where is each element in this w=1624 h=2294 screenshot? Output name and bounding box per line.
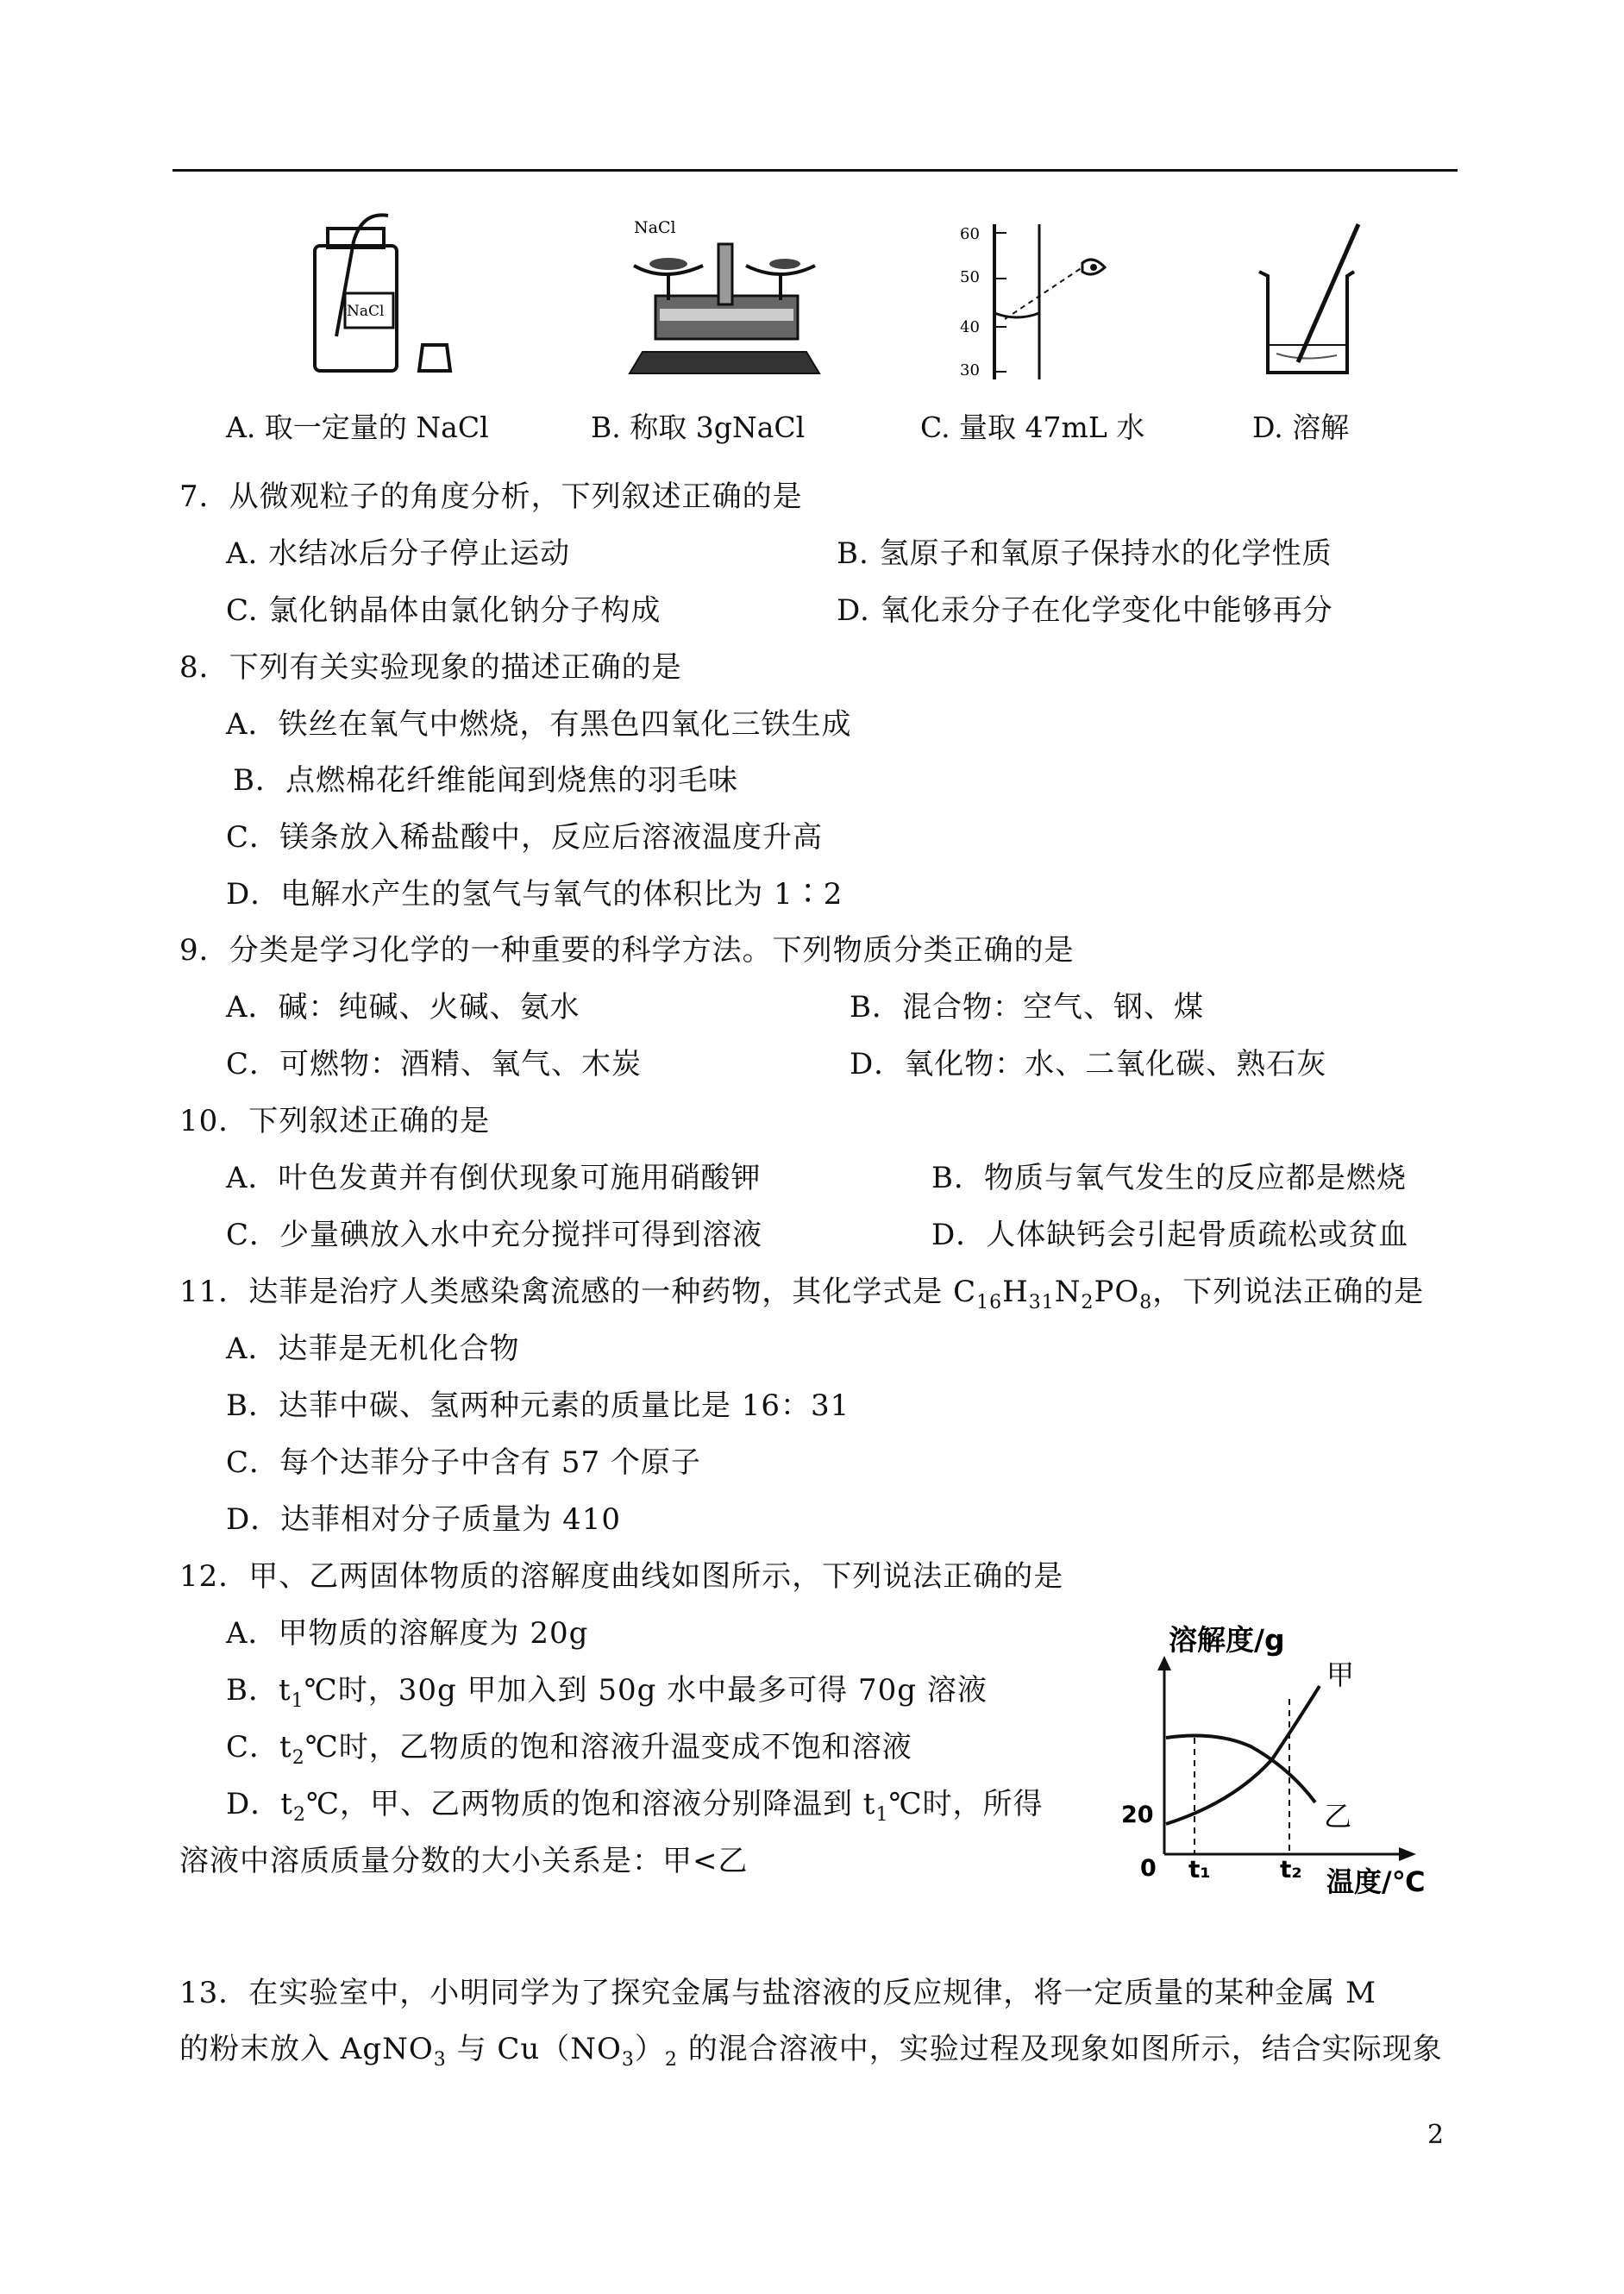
- cyl-tick-50: 50: [960, 268, 980, 286]
- q7-option-d: D. 氧化汞分子在化学变化中能够再分: [837, 593, 1333, 628]
- chart-xlabel: 温度/℃: [1326, 1865, 1426, 1898]
- caption-c: C. 量取 47mL 水: [920, 411, 1145, 444]
- q12-stem: 12．甲、乙两固体物质的溶解度曲线如图所示，下列说法正确的是: [179, 1559, 1064, 1594]
- q12-d-sub: 2: [292, 1804, 306, 1826]
- q13-line2-b: 与 Cu（NO: [446, 2032, 622, 2066]
- solubility-chart: [1104, 1617, 1466, 1902]
- q11-stem-text: 11．达菲是治疗人类感染禽流感的一种药物，其化学式是 C: [179, 1275, 977, 1309]
- q7-option-b: B. 氢原子和氧原子保持水的化学性质: [837, 536, 1332, 571]
- q12-c-sub: 2: [292, 1747, 305, 1769]
- q9-option-b: B．混合物：空气、钢、煤: [850, 990, 1204, 1025]
- q11-stem: [179, 1268, 1424, 1313]
- header-rule: [172, 169, 1458, 172]
- q11-sub-h: 31: [1028, 1292, 1055, 1313]
- q7-option-c: C. 氯化钠晶体由氯化钠分子构成: [226, 593, 662, 628]
- q12-option-b: [226, 1666, 988, 1712]
- series-jia-label: 甲: [1326, 1658, 1355, 1691]
- q8-stem: 8．下列有关实验现象的描述正确的是: [179, 650, 682, 685]
- q11-n: N: [1054, 1275, 1082, 1309]
- q9-option-c: C．可燃物：酒精、氧气、木炭: [226, 1047, 643, 1081]
- q11-h: H: [1002, 1275, 1029, 1309]
- q9-stem: 9．分类是学习化学的一种重要的科学方法。下列物质分类正确的是: [179, 933, 1075, 968]
- q12-b-sub: 1: [291, 1690, 304, 1712]
- caption-a: A. 取一定量的 NaCl: [226, 411, 489, 444]
- caption-d: D. 溶解: [1252, 411, 1350, 444]
- cyl-tick-30: 30: [960, 361, 980, 379]
- q12-b-prefix: B．t: [226, 1673, 292, 1708]
- q10-stem: 10．下列叙述正确的是: [179, 1104, 491, 1138]
- q7-stem: 7．从微观粒子的角度分析，下列叙述正确的是: [179, 479, 803, 514]
- q13-line1: 13．在实验室中，小明同学为了探究金属与盐溶液的反应规律，将一定质量的某种金属 M: [179, 1976, 1376, 2010]
- q11-sub-o: 8: [1139, 1292, 1153, 1313]
- q12-c-text: ℃时，乙物质的饱和溶液升温变成不饱和溶液: [304, 1730, 912, 1764]
- q12-c-prefix: C．t: [226, 1730, 292, 1764]
- q10-option-c: C．少量碘放入水中充分搅拌可得到溶液: [226, 1218, 763, 1252]
- q11-option-a: A．达菲是无机化合物: [226, 1332, 520, 1366]
- chart-origin: 0: [1140, 1855, 1157, 1882]
- q12-d-tail: ℃时，所得: [888, 1787, 1044, 1821]
- q12-option-d-line2: 溶液中溶质质量分数的大小关系是：甲<乙: [179, 1844, 749, 1878]
- balance-label: NaCl: [634, 218, 676, 237]
- q9-option-a: A．碱：纯碱、火碱、氨水: [226, 990, 580, 1025]
- reagent-bottle-figure: [302, 207, 457, 379]
- chart-x-arrow: [1399, 1847, 1416, 1861]
- q8-option-a: A．铁丝在氧气中燃烧，有黑色四氧化三铁生成: [226, 707, 852, 742]
- cyl-tick-40: 40: [960, 318, 980, 336]
- chart-xtick-t2: t₂: [1280, 1855, 1302, 1883]
- q8-option-c: C．镁条放入稀盐酸中，反应后溶液温度升高: [226, 820, 824, 855]
- chart-ylabel: 溶解度/g: [1169, 1623, 1285, 1657]
- q7-option-a: A. 水结冰后分子停止运动: [226, 536, 571, 571]
- q11-option-b: B．达菲中碳、氢两种元素的质量比是 16：31: [226, 1388, 850, 1423]
- q13-line2-c: ）: [634, 2032, 665, 2066]
- series-yi-curve: [1166, 1736, 1315, 1802]
- series-jia-curve: [1166, 1686, 1320, 1824]
- q12-option-a: A．甲物质的溶解度为 20g: [226, 1616, 589, 1651]
- chart-xtick-t1: t₁: [1188, 1855, 1211, 1883]
- q13-sub-2: 3: [621, 2049, 635, 2071]
- q8-option-b: B．点燃棉花纤维能闻到烧焦的羽毛味: [233, 763, 738, 798]
- q11-stem-tail: ，下列说法正确的是: [1152, 1275, 1425, 1309]
- q12-option-c: [226, 1723, 912, 1769]
- q10-option-b: B．物质与氧气发生的反应都是燃烧: [931, 1161, 1407, 1195]
- caption-b: B. 称取 3gNaCl: [591, 411, 806, 444]
- cyl-tick-60: 60: [960, 225, 980, 243]
- q13-line2-d: 的混合溶液中，实验过程及现象如图所示，结合实际现象: [677, 2032, 1443, 2066]
- q9-option-d: D．氧化物：水、二氧化碳、熟石灰: [850, 1047, 1327, 1081]
- q10-option-a: A．叶色发黄并有倒伏现象可施用硝酸钾: [226, 1161, 762, 1195]
- q12-b-text: ℃时，30g 甲加入到 50g 水中最多可得 70g 溶液: [304, 1673, 988, 1708]
- q13-sub-3: 2: [664, 2049, 678, 2071]
- graduated-cylinder-figure: [953, 220, 1117, 384]
- balance-figure: [625, 214, 824, 378]
- q12-d-prefix: D．t: [226, 1787, 293, 1821]
- chart-ytick-20: 20: [1121, 1802, 1154, 1828]
- q13-line2-a: 的粉末放入 AgNO: [179, 2032, 434, 2066]
- q10-option-d: D．人体缺钙会引起骨质疏松或贫血: [931, 1218, 1409, 1252]
- beaker-figure: [1251, 216, 1389, 379]
- q11-po: PO: [1094, 1275, 1140, 1309]
- q12-option-d: [226, 1780, 1044, 1826]
- q8-option-d: D．电解水产生的氢气与氧气的体积比为 1∶2: [226, 877, 843, 912]
- q13-sub-1: 3: [433, 2049, 447, 2071]
- chart-y-arrow: [1157, 1656, 1171, 1670]
- page-number: 2: [1427, 2120, 1445, 2150]
- q11-option-d: D．达菲相对分子质量为 410: [226, 1502, 621, 1537]
- q11-sub-n: 2: [1081, 1292, 1094, 1313]
- q13-line2: [179, 2025, 1443, 2071]
- q11-sub-c: 16: [976, 1292, 1003, 1313]
- bottle-label: NaCl: [347, 303, 385, 320]
- q11-option-c: C．每个达菲分子中含有 57 个原子: [226, 1445, 701, 1480]
- q12-d-text: ℃，甲、乙两物质的饱和溶液分别降温到 t: [305, 1787, 876, 1821]
- series-yi-label: 乙: [1324, 1800, 1352, 1833]
- q12-d-sub2: 1: [875, 1804, 889, 1826]
